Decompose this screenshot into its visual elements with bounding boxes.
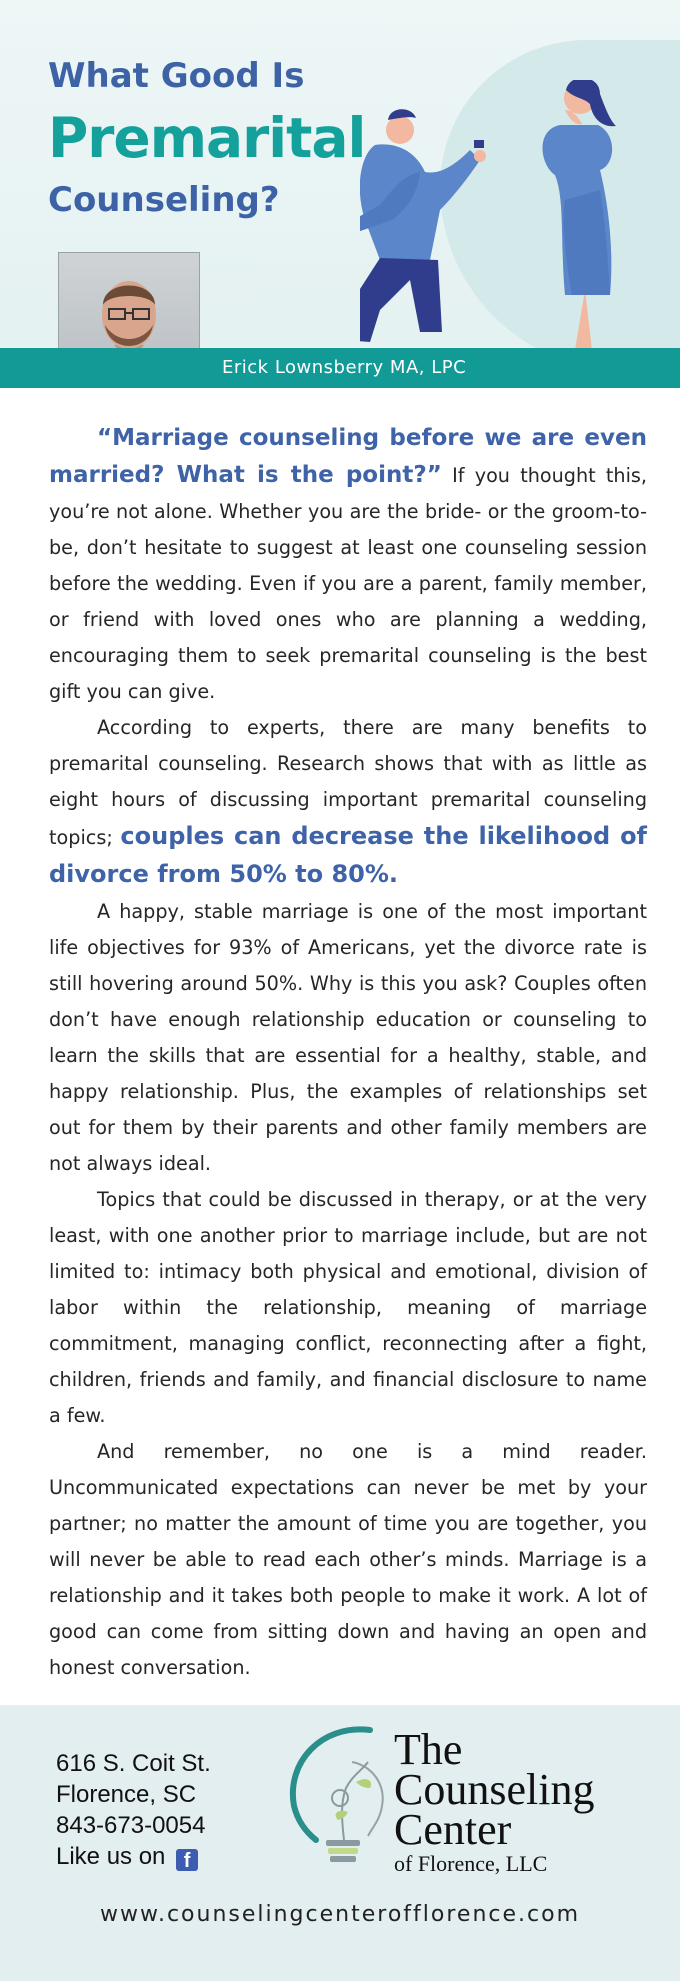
paragraph-1-text: If you thought this, you’re not alone. Whether you are the bride- or the groom-to-be, don’t hesitate to suggest at least one counseling session before the wedding. Even if you are a parent, family member, or friend with loved ones who are planning a wedding, encouraging them to seek premarital counseling is the best gift you can give.: [49, 464, 648, 703]
logo-line-3: Center: [394, 1805, 512, 1854]
logo-line-2: Counseling: [394, 1765, 595, 1814]
paragraph-1: [49, 420, 647, 710]
title-line-3: Counseling?: [48, 180, 280, 220]
woman-figure: [543, 80, 617, 350]
address-line-2: Florence, SC: [56, 1781, 197, 1808]
paragraph-5: And remember, no one is a mind reader. Uncommunicated expectations can never be met by your partner; no matter the amount of time you are together, you will never be able to read each other’s minds. Marriage is a relationship and it takes both people to make it work. A lot of good can come from sitting down and having an open and honest conversation.: [49, 1440, 647, 1679]
author-name: Erick Lownsberry MA, LPC: [222, 357, 467, 378]
article-body: [49, 420, 647, 1686]
title-line-2: Premarital: [48, 106, 366, 170]
title-line-1: What Good Is: [48, 56, 305, 96]
paragraph-3: A happy, stable marriage is one of the most important life objectives for 93% of Americans, yet the divorce rate is still hovering around 50%. Why is this you ask? Couples often don’t have enough relationship education or counseling to learn the skills that are essential for a healthy, stable, and happy relationship. Plus, the examples of relationships set out for them by their parents and other family members are not always ideal.: [49, 900, 647, 1175]
proposal-illustration: [360, 80, 680, 350]
website-link[interactable]: www.counselingcenterofflorence.com: [100, 1902, 580, 1927]
lightbulb-tree-logo: [282, 1722, 402, 1872]
logo-line-4: of Florence, LLC: [394, 1851, 548, 1876]
paragraph-4: Topics that could be discussed in therapy, or at the very least, with one another prior to marriage include, but are not limited to: intimacy both physical and emotional, division of labor within the relationship, meaning of marriage commitment, managing conflict, reconnecting after a fight, children, friends and family, and financial disclosure to name a few.: [49, 1188, 647, 1427]
key-statistic: couples can decrease the likelihood of divorce from 50% to 80%.: [49, 822, 647, 888]
social-line: [56, 1841, 211, 1872]
man-figure: [360, 109, 486, 342]
paragraph-2: [49, 710, 647, 894]
logo-wordmark: [394, 1725, 595, 1878]
phone-number[interactable]: 843-673-0054: [56, 1812, 206, 1839]
social-label: Like us on: [56, 1843, 166, 1870]
logo-line-1: The: [394, 1725, 463, 1774]
pull-quote: “Marriage counseling before we are even married? What is the point?”: [49, 425, 647, 488]
address-line-1: 616 S. Coit St.: [56, 1750, 211, 1777]
paragraph-2-text: According to experts, there are many benefits to premarital counseling. Research shows that with as little as eight hours of discussing important premarital counseling topics;: [49, 716, 647, 849]
facebook-icon[interactable]: f: [176, 1849, 198, 1871]
contact-info: [56, 1748, 211, 1872]
